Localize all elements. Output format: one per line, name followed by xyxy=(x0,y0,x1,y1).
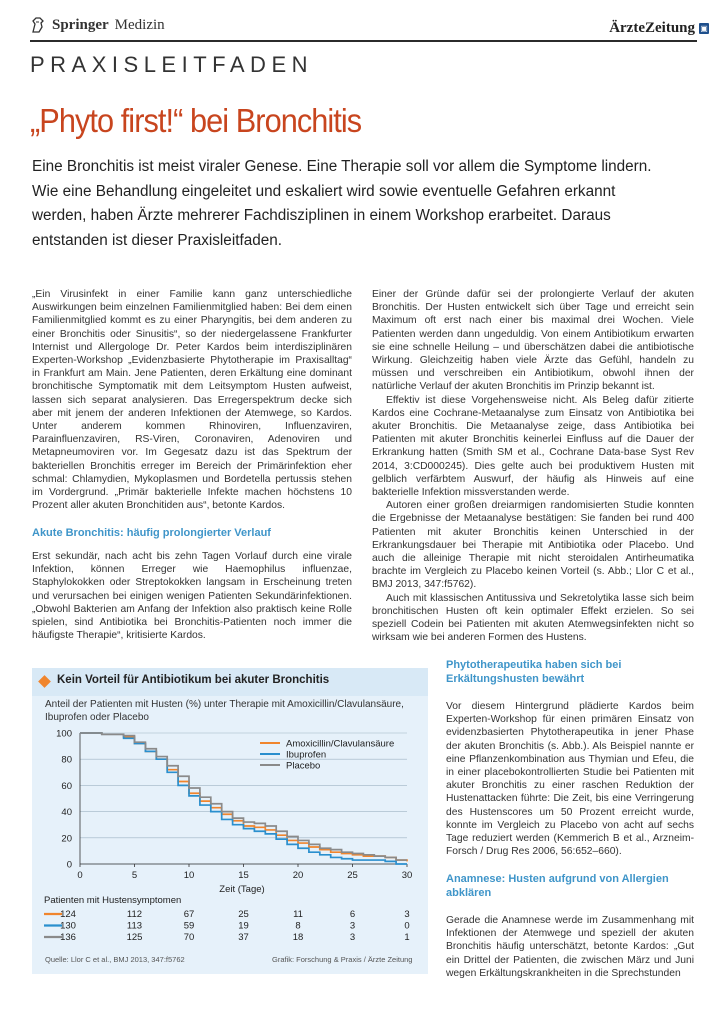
risk-table-cell: 67 xyxy=(183,909,195,920)
column-right-2 xyxy=(446,700,694,858)
az-badge-icon: ▣ xyxy=(700,24,708,33)
risk-table-cell: 18 xyxy=(292,932,304,943)
section-kicker: PRAXISLEITFADEN xyxy=(30,52,314,77)
y-tick-label: 60 xyxy=(61,780,72,792)
subheading: Akute Bronchitis: häufig prolongierter Verlauf xyxy=(32,527,271,539)
y-tick-label: 0 xyxy=(66,859,72,871)
brand-springer: Springer xyxy=(52,16,109,33)
x-tick-label: 20 xyxy=(292,870,304,881)
body-paragraph: Vor diesem Hintergrund plädierte Kardos beim Experten-Workshop für einen primären Einsatz von evidenzbasierten Phytotherapeutika in jener Phase der akuten Bronchitis (s. Abb.). Als Beispiel nannte er eine Pflanzenkombination aus Thymian und Efeu, die in einer placebokontrollierten Studie bei Patienten mit akuter Bronchitis zu einer raschen Reduktion der Hustenattacken führte: Die Zeit, bis eine Verringerung des Hustenscores um 50 Prozent erreicht wurde, konnte im Vergleich zu Placebo von acht auf sechs Tage reduziert werden (Kemmerich B et al., Arzneim-Forsch / Drug Res 2006, 56:652–660). xyxy=(446,701,694,858)
y-tick-label: 20 xyxy=(61,833,72,845)
lead-line: Wie eine Behandlung eingeleitet und eskaliert wird sowie eventuelle Gefahren erkannt xyxy=(32,182,616,200)
risk-table-cell: 124 xyxy=(60,909,76,920)
y-tick-label: 40 xyxy=(61,807,72,819)
lead-line: werden, haben Ärzte mehrerer Fachdisziplinen in einem Workshop erarbeitet. Daraus xyxy=(32,207,611,224)
series-line-3 xyxy=(80,733,407,860)
body-paragraph: Effektiv ist diese Vorgehensweise nicht. Als Beleg dafür zitierte Kardos eine Cochrane-Metaanalyse zum Einsatz von Antibiotika bei akuter Bronchitis. Die Metaanalyse zeige, dass Antibiotika bei Patienten mit akuter Bronchitis keinerlei Einfluss auf die Dauer der Erkrankung hatten (Smith SM et al., Cochrane Data-base Syst Rev 2014, 3:CD000245). Dies gelte auch bei produktivem Husten mit gelblich verfärbtem Auswurf, der häufig als Hinweis auf eine bakterielle Infektion missverstanden werde. xyxy=(372,394,694,499)
risk-table-cell: 113 xyxy=(126,920,143,932)
legend-label: Ibuprofen xyxy=(286,749,327,761)
figure-source: Quelle: Llor C et al., BMJ 2013, 347:f5762 xyxy=(45,955,185,964)
x-tick-label: 15 xyxy=(238,870,249,881)
y-tick-label: 80 xyxy=(61,754,72,766)
risk-table-cell: 136 xyxy=(60,932,76,943)
risk-table-cell: 130 xyxy=(60,920,76,932)
figure-subtitle: Anteil der Patienten mit Husten (%) unter Therapie mit Amoxicillin/Clavulansäure, Ibuprofen oder Placebo xyxy=(45,699,404,723)
body-paragraph: „Ein Virusinfekt in einer Familie kann ganz unterschiedliche Auswirkungen beim einzelnen Familienmitglied haben: Bei dem einen Familienmitglied kommt es zu einer Pharyngitis, bei dem anderen zu einer Bronchitis oder Sinusitis“, so der niedergelassene Frankfurter Internist und Allergologe Dr. Peter Kardos beim interdisziplinären Experten-Workshop „Evidenzbasierte Phytotherapie im Praxisalltag“ in Frankfurt am Main. Jene Patienten, deren Erkältung eine dominant bronchitische Symptomatik mit dem Leitsymptom Husten aufweist, lassen sich separat analysieren. Das Erregerspektrum decke sich aber mit jenem der anderen Infektionen der Atemwege, so Kardos. Unter anderem kommen Rhinoviren, Influenzaviren, Parainfluenzaviren, RS-Viren, Coronaviren, Adenoviren und Metapneumoviren vor. Im Gegesatz dazu ist das Spektrum der bakteriellen Bronchitis erreger im Bereich der Primärinfektion eher schmal: Chlamydien, Mykoplasmen und Bordetella pertussis stehen im Vordergrund. „Primär bakterielle Infekte machen höchstens 10 Prozent aller akuten Bronchitiden aus“, betonte Kardos. xyxy=(32,289,352,512)
body-paragraph: Gerade die Anamnese werde im Zusammenhang mit Infektionen der Atemwege und speziell der akuten Bronchitis häufig unterschätzt, betonte Kardos: „Gut ein Drittel der Patienten, die zwischen März und Juni wegen Erkältungskrankheiten in die Sprechstunden xyxy=(446,915,694,979)
risk-table-cell: 37 xyxy=(238,932,249,943)
x-tick-label: 0 xyxy=(77,870,83,881)
column-right xyxy=(372,288,694,644)
body-paragraph: Einer der Gründe dafür sei der prolongierte Verlauf der akuten Bronchitis. Der Husten entwickelt sich über Tage und erreicht sein Maximum oft erst nach einer bis maximal drei Wochen. Viele Patienten werden dann ungeduldig. Von einem Antibiotikum erwarten sie eine schnelle Heilung – und überschätzen dabei die antibiotische Wirkung. Gleichzeitig haben viele Ärzte das Gefühl, handeln zu müssen und verschreiben ein Antibiotikum, obwohl ihnen der natürliche Verlauf der akuten Bronchitis im Prinzip bekannt ist. xyxy=(372,289,694,393)
body-paragraph: Autoren einer großen dreiarmigen randomisierten Studie konnten die Ergebnisse der Metaanalyse bestätigen: Sie fanden bei rund 400 Patienten mit akuter Bronchitis keinen Unterschied in der Erkrankungsdauer bei Therapie mit Antibiotika oder Placebo. Und auch die alleinige Therapie mit nicht steroidalen Antirheumatika brachte im Vergleich zu Placebo keinen Vorteil (s. Abb.; Llor C et al., BMJ 2013, 347:f5762). xyxy=(372,500,694,591)
figure-title: Kein Vorteil für Antibiotikum bei akuter Bronchitis xyxy=(57,674,330,686)
risk-table-cell: 3 xyxy=(349,920,356,932)
brand-medizin: Medizin xyxy=(114,16,165,33)
page-title: „Phyto first!“ bei Bronchitis xyxy=(30,102,362,139)
risk-table-cell: 125 xyxy=(126,932,143,943)
subheading: Anamnese: Husten aufgrund von Allergien abklären xyxy=(446,873,669,899)
springer-medizin-logo xyxy=(30,16,165,34)
risk-table-label: Patienten mit Hustensymptomen xyxy=(44,895,182,906)
column-left-2 xyxy=(32,550,352,642)
risk-table-cell: 3 xyxy=(349,932,356,943)
x-axis-label: Zeit (Tage) xyxy=(219,884,265,895)
risk-table-cell: 0 xyxy=(404,920,410,932)
risk-table-cell: 3 xyxy=(404,909,410,920)
lead-paragraph xyxy=(32,155,652,253)
risk-table-cell: 8 xyxy=(295,920,301,932)
legend-label: Amoxicillin/Clavulansäure xyxy=(286,738,395,750)
series-line-2 xyxy=(80,733,407,864)
body-paragraph: Auch mit klassischen Antitussiva und Sekretolytika lasse sich beim bronchitischen Husten oft kein optimaler Effekt erzielen. So sei speziell Codein bei Patienten mit akuten Atemwegsinfekten nicht so wirksam wie bei anderen Formen des Hustens. xyxy=(372,592,694,644)
risk-table-cell: 112 xyxy=(126,909,143,920)
lead-line: Eine Bronchitis ist meist viraler Genese. Eine Therapie soll vor allem die Symptome lindern. xyxy=(32,158,652,175)
risk-table-cell: 19 xyxy=(238,920,249,932)
risk-table-cell: 70 xyxy=(183,932,195,943)
x-tick-label: 5 xyxy=(131,870,138,881)
lead-line: entstanden ist dieser Praxisleitfaden. xyxy=(32,231,282,249)
risk-table-cell: 1 xyxy=(404,932,410,943)
y-tick-label: 100 xyxy=(56,728,72,740)
risk-table-cell: 59 xyxy=(183,920,195,932)
series-line-1 xyxy=(80,733,407,861)
figure-credit: Grafik: Forschung & Praxis / Ärzte Zeitung xyxy=(272,955,413,964)
springer-horse-icon xyxy=(30,16,46,34)
subheading: Phytotherapeutika haben sich bei Erkältungshusten bewährt xyxy=(446,659,622,685)
brand-aerztezeitung: ÄrzteZeitung xyxy=(609,20,695,36)
aerztezeitung-logo xyxy=(609,20,709,37)
body-paragraph: Erst sekundär, nach acht bis zehn Tagen Vorlauf durch eine virale Infektion, können Erreger wie Haemophilus influenzae, Staphylokokken oder Streptokokken langsam in Erscheinung treten und verursachen bei einigen wenigen Patienten Sekundärinfektionen. „Obwohl Bakterien am Anfang der Infektion also praktisch keine Rolle spielen, sind Antibiotika bei Bronchitis-Patienten noch immer die häufigste Therapie“, kritisierte Kardos. xyxy=(32,551,352,642)
x-tick-label: 30 xyxy=(401,870,413,881)
header-rule xyxy=(30,40,697,42)
x-tick-label: 10 xyxy=(183,870,195,881)
risk-table-cell: 6 xyxy=(349,909,356,920)
column-left xyxy=(32,288,352,512)
chart xyxy=(32,725,428,953)
risk-table-cell: 11 xyxy=(293,909,303,920)
risk-table-cell: 25 xyxy=(238,909,249,920)
legend-label: Placebo xyxy=(286,760,321,772)
x-tick-label: 25 xyxy=(347,870,358,881)
column-right-3 xyxy=(446,914,694,980)
